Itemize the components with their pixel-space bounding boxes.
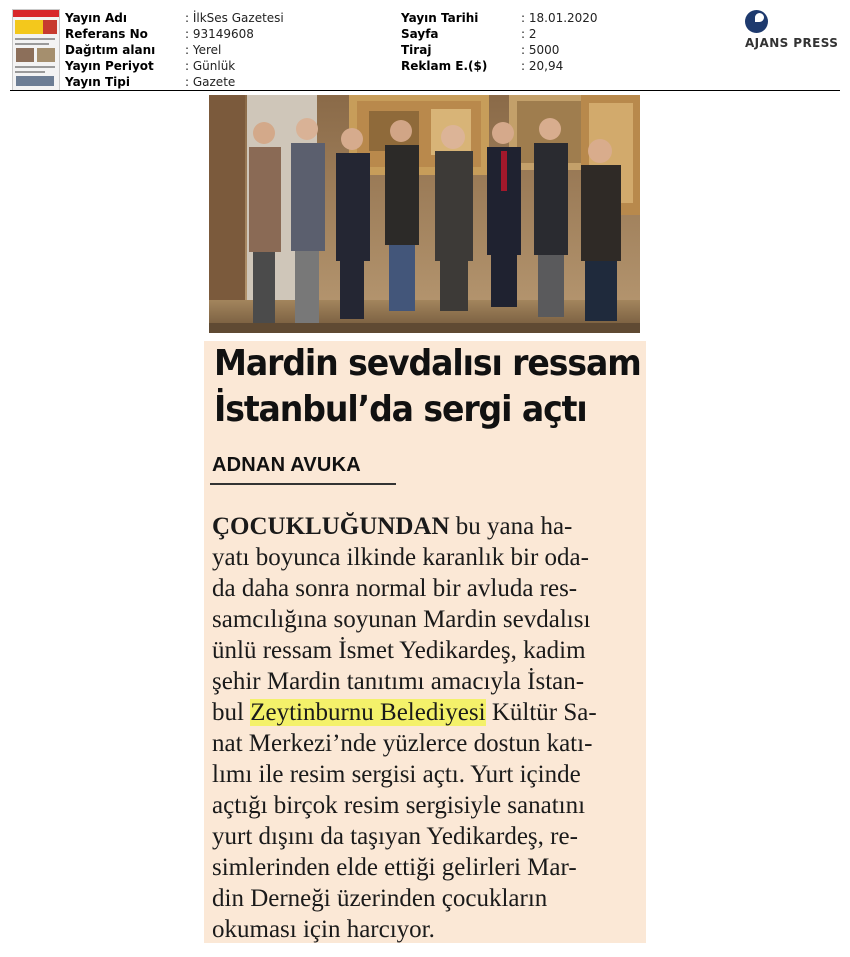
meta-row-sayfa	[401, 26, 598, 42]
headline-line-2: İstanbul’da sergi açtı	[214, 389, 587, 430]
meta-label: Yayın Tipi	[65, 75, 130, 89]
body-line: nat Merkezi’nde yüzlerce dostun katı-	[212, 730, 593, 757]
meta-row-dagitim	[65, 42, 284, 58]
metadata-right	[401, 10, 598, 74]
meta-value: : İlkSes Gazetesi	[185, 11, 284, 25]
body-line: ünlü ressam İsmet Yedikardeş, kadim	[212, 637, 586, 664]
meta-value: : Günlük	[185, 59, 236, 73]
logo-text: AJANS PRESS	[745, 36, 839, 50]
ajans-press-logo-icon	[745, 10, 768, 33]
meta-label: Sayfa	[401, 27, 439, 41]
body-line: açtığı birçok resim sergisiyle sanatını	[212, 792, 586, 819]
meta-row-tarih	[401, 10, 598, 26]
header-divider	[10, 90, 840, 91]
body-text: bul	[212, 699, 251, 726]
meta-row-tipi	[65, 74, 284, 90]
article-body	[212, 511, 642, 945]
meta-value: : Yerel	[185, 43, 222, 57]
meta-row-tiraj	[401, 42, 598, 58]
body-line: yurt dışını da taşıyan Yedikardeş, re-	[212, 823, 578, 850]
meta-label: Tiraj	[401, 43, 432, 57]
highlighted-keyword: Zeytinburnu Belediyesi	[250, 699, 486, 726]
article-headline	[214, 341, 641, 433]
body-line: din Derneği üzerinden çocukların	[212, 885, 548, 912]
body-line: şehir Mardin tanıtımı amacıyla İstan-	[212, 668, 585, 695]
meta-label: Yayın Tarihi	[401, 11, 479, 25]
newspaper-thumbnail-icon	[12, 9, 60, 91]
lead-word: ÇOCUKLUĞUNDAN	[212, 513, 450, 540]
article-clipping	[204, 341, 646, 943]
meta-label: Dağıtım alanı	[65, 43, 156, 57]
meta-row-reklam	[401, 58, 598, 74]
meta-label: Yayın Adı	[65, 11, 127, 25]
body-text: bu yana ha-	[449, 513, 573, 540]
meta-label: Reklam E.($)	[401, 59, 488, 73]
meta-row-referans	[65, 26, 284, 42]
byline-underline	[210, 483, 396, 485]
group-photo-icon	[209, 95, 640, 333]
body-text: Kültür Sa-	[485, 699, 597, 726]
body-line: okuması için harcıyor.	[212, 916, 435, 943]
ajans-press-logo	[745, 10, 841, 50]
headline-line-1: Mardin sevdalısı ressam	[214, 343, 641, 384]
meta-label: Referans No	[65, 27, 148, 41]
article-byline: ADNAN AVUKA	[212, 454, 361, 476]
body-line	[212, 697, 642, 728]
body-line: yatı boyunca ilkinde karanlık bir oda-	[212, 544, 589, 571]
meta-value: : 2	[521, 27, 537, 41]
meta-row-yayin-adi	[65, 10, 284, 26]
body-line	[212, 511, 642, 542]
meta-value: : 5000	[521, 43, 560, 57]
body-line: da daha sonra normal bir avluda res-	[212, 575, 578, 602]
meta-value: : 93149608	[185, 27, 254, 41]
meta-row-periyot	[65, 58, 284, 74]
body-line: lımı ile resim sergisi açtı. Yurt içinde	[212, 761, 581, 788]
body-line: samcılığına soyunan Mardin sevdalısı	[212, 606, 591, 633]
metadata-left	[65, 10, 284, 90]
meta-value: : 18.01.2020	[521, 11, 598, 25]
body-line: simlerinden elde ettiği gelirleri Mar-	[212, 854, 577, 881]
meta-value: : Gazete	[185, 75, 236, 89]
meta-value: : 20,94	[521, 59, 564, 73]
meta-label: Yayın Periyot	[65, 59, 154, 73]
